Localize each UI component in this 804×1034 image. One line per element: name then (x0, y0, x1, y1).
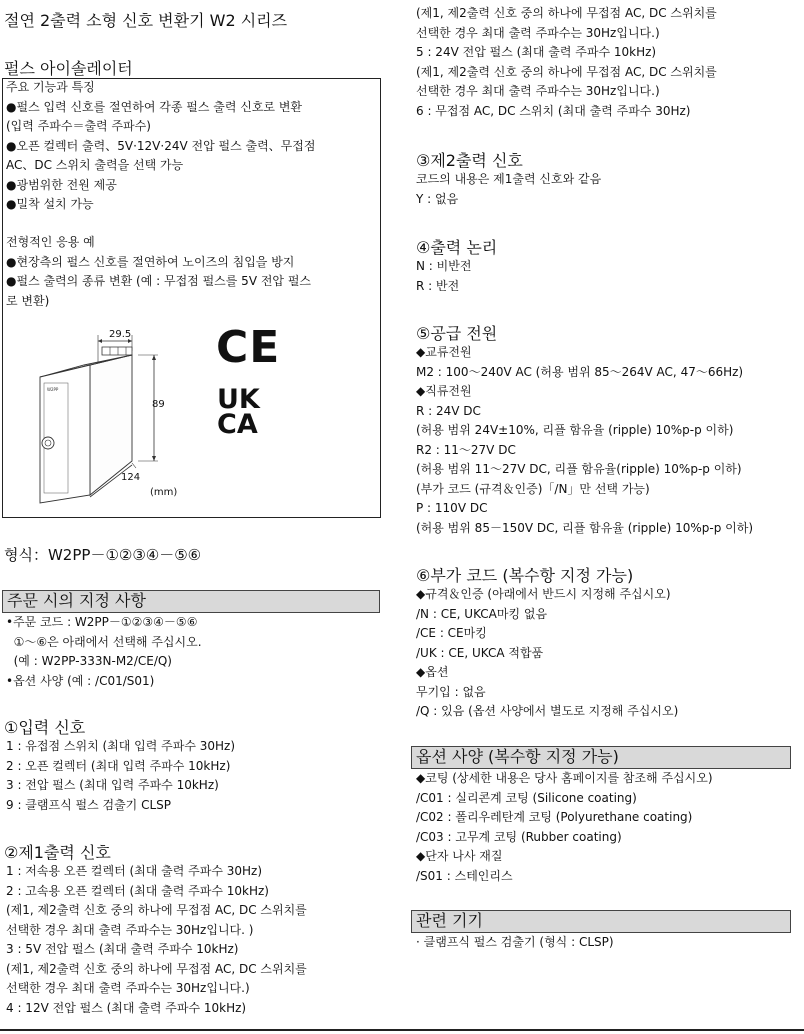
output-logic-section (416, 257, 471, 296)
feature-line: ●광범위한 전원 제공 (6, 177, 117, 192)
output1-note: 선택한 경우 최대 출력 주파수는 30Hz입니다.) (6, 981, 250, 995)
additional-code-heading: ⑥부가 코드 (복수항 지정 가능) (416, 566, 634, 585)
power-line: R : 24V DC (416, 403, 481, 418)
output1-note: 선택한 경우 최대 출력 주파수는 30Hz입니다.) (416, 25, 660, 40)
input-option: 1 : 유접점 스위치 (최대 입력 주파수 30Hz) (6, 739, 236, 753)
power-line: R2 : 11～27V DC (416, 442, 516, 457)
additional-code-section (416, 585, 678, 722)
product-heading: 펄스 아이솔레이터 (4, 59, 133, 78)
svg-text:W2PP: W2PP (47, 387, 59, 392)
output-logic-option: R : 반전 (416, 278, 460, 293)
related-section (416, 933, 614, 953)
input-option: 2 : 오픈 컬렉터 (최대 입력 주파수 10kHz) (6, 758, 231, 773)
options-line: /C01 : 실리콘계 코팅 (Silicone coating) (416, 790, 637, 805)
output2-line: Y : 없음 (416, 191, 459, 206)
adjust-knob-icon (42, 437, 54, 449)
page-title: 절연 2출력 소형 신호 변환기 W2 시리즈 (4, 11, 288, 30)
output1-option: 5 : 24V 전압 펄스 (최대 출력 주파수 10kHz) (416, 45, 657, 59)
ukca-mark-top: UK (217, 384, 260, 415)
power-line: (허용 범위 24V±10%, 리플 함유율 (ripple) 10%p-p 이하) (416, 423, 734, 437)
power-heading: ⑤공급 전원 (416, 324, 498, 343)
feature-line: AC、DC 스위치 출력을 선택 가능 (6, 158, 184, 172)
application-line: 로 변환) (6, 293, 50, 308)
output-logic-option: N : 비반전 (416, 259, 472, 273)
input-signal-heading: ①입력 신호 (4, 718, 86, 737)
related-heading: 관련 기기 (411, 910, 791, 933)
output1-note: (제1, 제2출력 신호 중의 하나에 무접점 AC, DC 스위치를 (6, 961, 307, 976)
ce-mark-icon: CE (216, 322, 281, 373)
power-section (416, 343, 753, 538)
ordering-line: •주문 코드 : W2PP－①②③④－⑤⑥ (6, 615, 198, 629)
ukca-mark-icon (217, 384, 260, 440)
power-line: (허용 범위 85－150V DC, 리플 함유율 (ripple) 10%p-p 이하) (416, 520, 754, 535)
ordering-line: ①～⑥은 아래에서 선택해 주십시오. (6, 634, 202, 649)
output1-heading: ②제1출력 신호 (4, 843, 111, 862)
related-line: · 클램프식 펄스 검출기 (형식 : CLSP) (416, 935, 614, 949)
output1-section (6, 862, 307, 1018)
power-line: M2 : 100～240V AC (허용 범위 85～264V AC, 47～66Hz) (416, 364, 744, 379)
dimension-unit: (mm) (150, 487, 178, 498)
options-line: /C02 : 폴리우레탄계 코팅 (Polyurethane coating) (416, 810, 693, 824)
power-line: P : 110V DC (416, 501, 488, 515)
power-line: (허용 범위 11～27V DC, 리플 함유율(ripple) 10%p-p 이하) (416, 462, 742, 476)
output1-option: 6 : 무접점 AC, DC 스위치 (최대 출력 주파수 30Hz) (416, 103, 691, 118)
options-line: /C03 : 고무계 코팅 (Rubber coating) (416, 829, 622, 844)
dimension-width: 29.5 (109, 329, 132, 340)
output1-option: 3 : 5V 전압 펄스 (최대 출력 주파수 10kHz) (6, 942, 239, 956)
output1-option: 2 : 고속용 오픈 컬렉터 (최대 출력 주파수 10kHz) (6, 883, 269, 898)
model-format: 형식：W2PP－①②③④－⑤⑥ (4, 546, 202, 564)
applications-section (6, 233, 311, 311)
output1-note: (제1, 제2출력 신호 중의 하나에 무접점 AC, DC 스위치를 (416, 6, 717, 20)
input-option: 3 : 전압 펄스 (최대 입력 주파수 10kHz) (6, 778, 219, 792)
dimension-height: 89 (152, 399, 165, 410)
power-line: ◆직류전원 (416, 384, 472, 398)
output1-option: 1 : 저속용 오픈 컬렉터 (최대 출력 주파수 30Hz) (6, 864, 263, 878)
application-line: ●현장측의 펄스 신호를 절연하여 노이즈의 침입을 방지 (6, 254, 295, 269)
output1-option: 4 : 12V 전압 펄스 (최대 출력 주파수 10kHz) (6, 1000, 247, 1015)
input-signal-section (6, 737, 235, 815)
additional-line: /UK : CE, UKCA 적합품 (416, 645, 544, 660)
feature-line: ●밀착 설치 가능 (6, 197, 94, 211)
additional-line: /CE : CE마킹 (416, 626, 487, 640)
output1-note: 선택한 경우 최대 출력 주파수는 30Hz입니다. ) (6, 922, 254, 937)
feature-line: ●펄스 입력 신호를 절연하여 각종 펄스 출력 신호로 변환 (6, 99, 303, 114)
power-line: (부가 코드 (규격＆인증)「/N」만 선택 가능) (416, 481, 650, 496)
options-line: /S01 : 스테인리스 (416, 868, 513, 883)
output1-note: 선택한 경우 최대 출력 주파수는 30Hz입니다.) (416, 84, 660, 98)
additional-line: ◆규격＆인증 (아래에서 반드시 지정해 주십시오) (416, 587, 671, 601)
output1-note: (제1, 제2출력 신호 중의 하나에 무접점 AC, DC 스위치를 (416, 64, 717, 79)
power-line: ◆교류전원 (416, 345, 472, 359)
options-section (416, 769, 713, 886)
application-line: ●펄스 출력의 종류 변환 (예 : 무접점 펄스를 5V 전압 펄스 (6, 274, 312, 288)
additional-line: 무기입 : 없음 (416, 684, 486, 699)
input-option: 9 : 클램프식 펄스 검출기 CLSP (6, 797, 171, 812)
feature-line: (입력 주파수＝출력 주파수) (6, 119, 151, 133)
output-logic-heading: ④출력 논리 (416, 238, 498, 257)
options-line: ◆코팅 (상세한 내용은 당사 홈페이지를 참조해 주십시오) (416, 771, 713, 785)
output1-note: (제1, 제2출력 신호 중의 하나에 무접점 AC, DC 스위치를 (6, 903, 307, 917)
features-section (6, 78, 315, 215)
ordering-line: (예 : W2PP-333N-M2/CE/Q) (6, 654, 172, 668)
options-heading: 옵션 사양 (복수항 지정 가능) (411, 746, 791, 769)
ukca-mark-bottom: CA (217, 409, 258, 440)
ordering-section (6, 613, 202, 691)
features-heading: 주요 기능과 특징 (6, 80, 95, 94)
additional-line: /N : CE, UKCA마킹 없음 (416, 606, 548, 621)
bottom-rule (0, 1029, 804, 1031)
additional-line: /Q : 있음 (옵션 사양에서 별도로 지정해 주십시오) (416, 704, 679, 718)
ordering-line: •옵션 사양 (예 : /C01/S01) (6, 673, 155, 688)
applications-heading: 전형적인 응용 예 (6, 235, 95, 249)
output1-continued (416, 4, 717, 121)
ordering-heading: 주문 시의 지정 사항 (2, 590, 380, 613)
output2-section (416, 170, 601, 209)
output2-line: 코드의 내용은 제1출력 신호와 같음 (416, 172, 602, 186)
feature-line: ●오픈 컬렉터 출력、5V·12V·24V 전압 펄스 출력、무접점 (6, 138, 316, 153)
output2-heading: ③제2출력 신호 (416, 151, 523, 170)
dimension-drawing (28, 325, 198, 510)
options-line: ◆단자 나사 재질 (416, 849, 503, 863)
dimension-depth: 124 (121, 472, 141, 483)
additional-line: ◆옵션 (416, 665, 449, 679)
